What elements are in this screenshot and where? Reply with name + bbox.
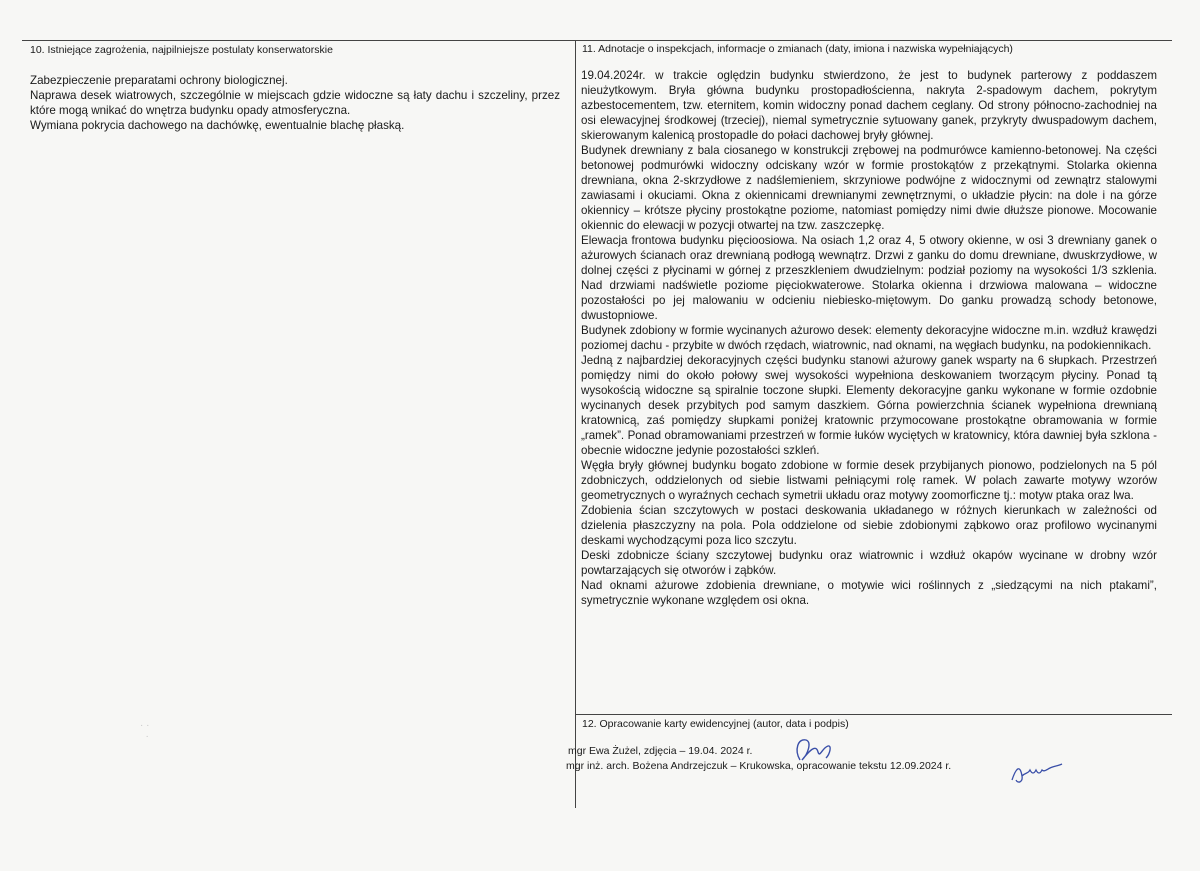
signature-bozena-andrzejczuk-krukowska xyxy=(1008,758,1068,788)
author-text-line: mgr inż. arch. Bożena Andrzejczuk – Krukowska, opracowanie tekstu 12.09.2024 r. xyxy=(566,760,952,772)
section12-header: 12. Opracowanie karty ewidencyjnej (autor, data i podpis) xyxy=(582,718,849,730)
section10-body xyxy=(30,73,560,133)
section11-body xyxy=(581,68,1157,608)
section11-paragraph: Nad oknami ażurowe zdobienia drewniane, o motywie wici roślinnych z „siedzącymi na nich ptakami”, symetrycznie wykonane względem osi okna. xyxy=(581,579,1157,607)
section10-header: 10. Istniejące zagrożenia, najpilniejsze postulaty konserwatorskie xyxy=(30,44,333,56)
section11-paragraph: Budynek zdobiony w formie wycinanych ażurowo desek: elementy dekoracyjne widoczne m.in. wzdłuż krawędzi poziomej dachu - przybite w dwóch rzędach, wiatrownic, nad oknami, na węgłach budynku, na podokiennikach. xyxy=(581,324,1157,352)
section11-paragraph: Węgła bryły głównej budynku bogato zdobione w formie desek przybijanych pionowo, podzielonych na 5 pól zdobniczych, oddzielonych od siebie listwami pełniącymi rolę ramek. W polach zawarte motywy wzorów geometrycznych o wyraźnych cechach symetrii układu oraz motywy zoomorficzne tj.: motyw ptaka oraz lwa. xyxy=(581,459,1157,502)
section10-paragraph: Naprawa desek wiatrowych, szczególnie w miejscach gdzie widoczne są łaty dachu i szczeliny, przez które mogą wnikać do wnętrza budynku opady atmosferyczna. xyxy=(30,89,560,117)
signature-ewa-zuzel xyxy=(790,732,840,772)
author-photos-line: mgr Ewa Żużel, zdjęcia – 19.04. 2024 r. xyxy=(568,745,753,757)
scan-specks: · · · xyxy=(140,720,150,742)
section11-paragraph: Deski zdobnicze ściany szczytowej budynku oraz wiatrownic i wzdłuż okapów wycinane w drobny wzór powtarzających się otworów i ząbków. xyxy=(581,549,1157,577)
section11-paragraph: Elewacja frontowa budynku pięcioosiowa. Na osiach 1,2 oraz 4, 5 otwory okienne, w osi 3 drewniany ganek o ażurowych ścianach oraz drewnianą podłogą wewnątrz. Drzwi z ganku do domu drewniane, dwuskrzydłowe, w dolnej części z płycinami w górnej z przeszkleniem dwudzielnym: podział poziomy na wysokości 1/3 szklenia. Nad drzwiami nadświetle poziome pięciokwaterowe. Stolarka okienna i drzwiowa malowana – widoczne pozostałości po jej malowaniu w odcieniu niebiesko-miętowym. Do ganku prowadzą schody betonowe, dwustopniowe. xyxy=(581,234,1157,322)
section10-paragraph: Zabezpieczenie preparatami ochrony biologicznej. xyxy=(30,74,288,87)
section11-paragraph: Jedną z najbardziej dekoracyjnych części budynku stanowi ażurowy ganek wsparty na 6 słupkach. Przestrzeń pomiędzy nimi do około połowy swej wysokości wypełniona deskowaniem tworzącym płyciny. Ponad tą wysokością widoczne są spiralnie toczone słupki. Elementy dekoracyjne ganku wykonane w formie ozdobnie wycinanych desek przybitych pod samym daszkiem. Górna powierzchnia ścianek wypełniona drewnianą kratownicą, zaś pomiędzy słupkami poniżej kratownic przymocowane prostokątne obramowania w formie „ramek”. Ponad obramowaniami przestrzeń w formie łuków wyciętych w kratownicy, która dawniej była szklona - obecnie widoczne jedynie pozostałości szkleń. xyxy=(581,354,1157,457)
section10-paragraph: Wymiana pokrycia dachowego na dachówkę, ewentualnie blachę płaską. xyxy=(30,119,405,132)
section11-paragraph: Budynek drewniany z bala ciosanego w konstrukcji zrębowej na podmurówce kamienno-betonowej. Na części betonowej podmurówki widoczny odciskany wzór w formie prostokątów z przekątnymi. Stolarka okienna drewniana, okna 2-skrzydłowe z nadślemieniem, skrzyniowe podwójne z widocznymi od zewnątrz stalowymi zawiasami i okuciami. Okna z okiennicami drewnianymi zewnętrznymi, o układzie płycin: na dole i na górze okiennicy – krótsze płyciny prostokątne poziome, natomiast pomiędzy nimi dwie dłuższe pionowe. Mocowanie okiennic do elewacji w pozycji otwartej na tzw. zaszczepkę. xyxy=(581,144,1157,232)
column-divider xyxy=(575,40,576,808)
section12-rule xyxy=(575,714,1172,715)
top-rule xyxy=(22,40,1172,41)
section11-header: 11. Adnotacje o inspekcjach, informacje o zmianach (daty, imiona i nazwiska wypełniających) xyxy=(582,43,1013,55)
section11-paragraph: Zdobienia ścian szczytowych w postaci deskowania układanego w różnych kierunkach w zależności od dzielenia płaszczyzny na pola. Pola oddzielone od siebie zdobionymi ząbkowo oraz profilowo wycinanymi deskami wychodzącymi poza lico szczytu. xyxy=(581,504,1157,547)
section11-paragraph: 19.04.2024r. w trakcie oględzin budynku stwierdzono, że jest to budynek parterowy z poddaszem nieużytkowym. Bryła główna budynku prostopadłościenna, nakryta 2-spadowym dachem, pokrytym azbestocementem, tzw. eternitem, komin widoczny ponad dachem ceglany. Od strony północno-zachodniej na osi elewacyjnej środkowej (trzeciej), niemal symetrycznie sytuowany ganek, przykryty dwuspadowym dachem, skierowanym kalenicą prostopadle do połaci dachowej bryły głównej. xyxy=(581,69,1157,142)
